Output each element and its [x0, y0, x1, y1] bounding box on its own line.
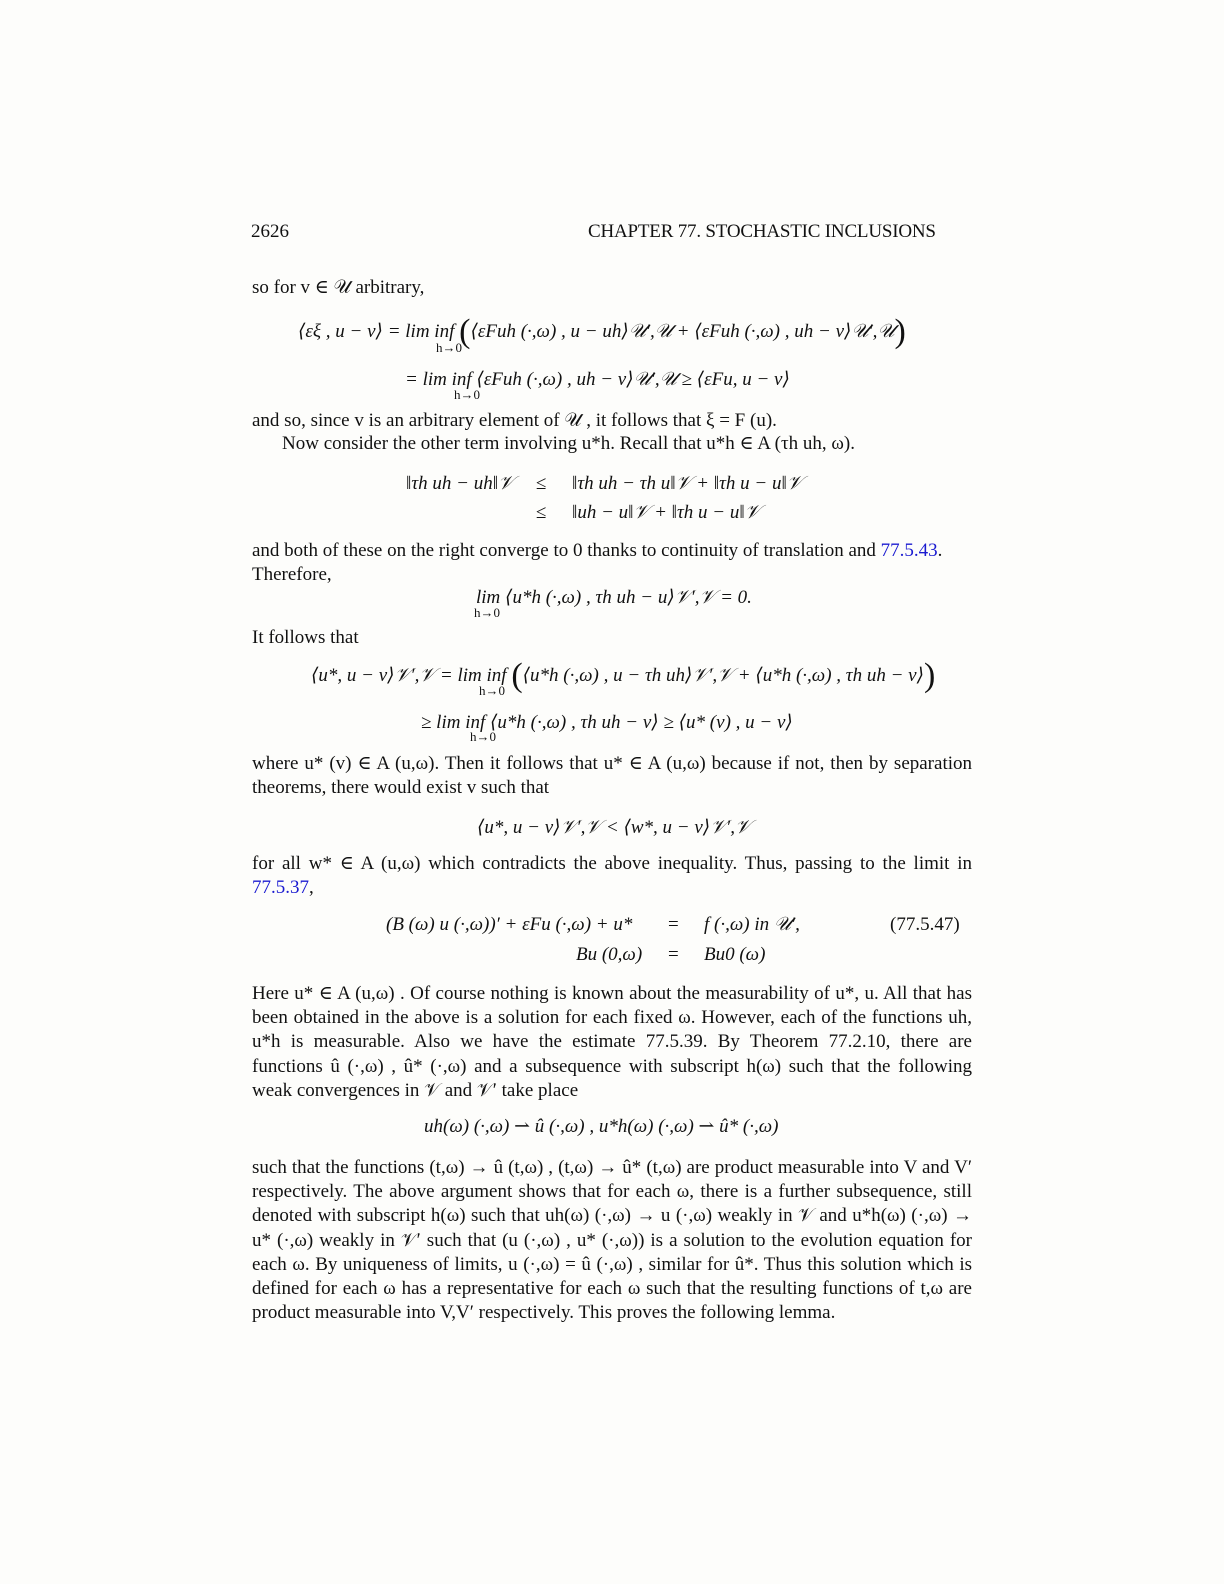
eq4-limit-subscript: h→0 — [474, 605, 500, 620]
eq2-text: = lim inf ⟨εFuh (·,ω) , uh − v⟩𝒰′,𝒰 ≥ ⟨εFu, u − v⟩ — [405, 369, 790, 390]
equation-weak-convergence — [424, 1115, 779, 1138]
eq8-equals-2: = — [668, 944, 679, 965]
eq3-rhs-2 — [572, 502, 761, 524]
eq6-text: ≥ lim inf ⟨u*h (·,ω) , τh uh − v⟩ ≥ ⟨u* (v) , u − v⟩ — [421, 712, 793, 733]
eq4-text: lim ⟨u*h (·,ω) , τh uh − u⟩𝒱′,𝒱 = 0. — [476, 587, 752, 608]
equation-label-77-5-47: (77.5.47) — [890, 914, 960, 935]
eq9-text: uh(ω) (·,ω) ⇀ û (·,ω) , u*h(ω) (·,ω) ⇀ û* (·,ω) — [424, 1116, 779, 1137]
p4-therefore: Therefore, — [252, 564, 332, 586]
eq8-r2-text: Bu0 (ω) — [704, 944, 766, 965]
equation-inequality — [477, 816, 751, 839]
eq3-lhs — [406, 473, 514, 495]
eq8-l2-text: Bu (0,ω) — [576, 944, 643, 965]
paragraph-it-follows: It follows that — [252, 627, 359, 648]
paragraph-converge: and both of these on the right converge to 0 thanks to continuity of translation and 77.5.43. Therefore, — [252, 540, 943, 586]
eq5-body: ⟨u*h (·,ω) , u − τh uh⟩𝒱′,𝒱 + ⟨u*h (·,ω) , τh uh − v⟩ — [522, 665, 924, 686]
eq5-open-paren: ( — [511, 657, 523, 694]
p4-text: and both of these on the right converge to 0 thanks to continuity of translation and — [252, 540, 881, 561]
eq8-equals-1: = — [668, 914, 679, 935]
eq3-rhs-1 — [572, 473, 803, 495]
eq3-rhs1-text: ‖τh uh − τh u‖𝒱 + ‖τh u − u‖𝒱 — [572, 473, 803, 494]
eq8-l1-text: (B (ω) u (·,ω))′ + εFu (·,ω) + u* — [386, 914, 633, 935]
paragraph-separation: where u* (v) ∈ A (u,ω). Then it follows that u* ∈ A (u,ω) because if not, then by separation theorems, there would exist v such that — [252, 753, 972, 799]
eq8-r1-text: f (·,ω) in 𝒰′, — [704, 914, 800, 935]
eq8-lhs-1 — [386, 914, 632, 936]
eq1-body: ⟨εFuh (·,ω) , u − uh⟩𝒰′,𝒰 + ⟨εFuh (·,ω) , uh − v⟩𝒰′,𝒰 — [470, 321, 895, 342]
paragraph-intro: so for v ∈ 𝒰 arbitrary, — [252, 277, 425, 298]
paragraph-other-term: Now consider the other term involving u*h. Recall that u*h ∈ A (τh uh, ω). — [282, 433, 855, 454]
paragraph-contradiction: for all w* ∈ A (u,ω) which contradicts the above inequality. Thus, passing to the limit in 77.5.37, — [252, 853, 972, 899]
running-header: CHAPTER 77. STOCHASTIC INCLUSIONS — [588, 221, 936, 242]
paragraph-product-measurable: such that the functions (t,ω) → û (t,ω) , (t,ω) → û* (t,ω) are product measurable into V and V′ respectively. The above argument shows that for each ω, there is a further subsequence, still denoted with subscript h(ω) such that uh(ω) (·,ω) → u (·,ω) weakly in 𝒱 and u*h(ω) (·,ω) → u* (·,ω) weakly in 𝒱′ such that (u (·,ω) , u* (·,ω)) is a solution to the evolution equation for each ω. By uniqueness of limits, u (·,ω) = û (·,ω) , similar for û*. Thus this solution which is defined for each ω has a representative for each ω such that the resulting functions of t,ω are product measurable into V,V′ respectively. This proves the following lemma. — [252, 1157, 972, 1324]
eq6-limit-subscript: h→0 — [470, 729, 496, 744]
eq3-rel-2: ≤ — [536, 502, 547, 523]
eq3-rhs2-text: ‖uh − u‖𝒱 + ‖τh u − u‖𝒱 — [572, 502, 761, 523]
eq2-limit-subscript: h→0 — [454, 387, 480, 402]
ref-77-5-43[interactable]: 77.5.43 — [880, 540, 938, 561]
paragraph-measurability: Here u* ∈ A (u,ω) . Of course nothing is known about the measurability of u*, u. All that has been obtained in the above is a solution for each fixed ω. However, each of the functions uh, u*h is measurable. Also we have the estimate 77.5.39. By Theorem 77.2.10, there are functions û (·,ω) , û* (·,ω) and a subsequence with subscript h(ω) such that the following weak convergences in 𝒱 and 𝒱′ take place — [252, 983, 972, 1101]
eq8-rhs-1 — [704, 914, 800, 936]
eq1-close-paren: ) — [894, 313, 906, 350]
page-number: 2626 — [251, 221, 289, 242]
eq5-limit-subscript: h→0 — [479, 683, 505, 698]
eq3-rel-1: ≤ — [536, 473, 547, 494]
p7-text: for all w* ∈ A (u,ω) which contradicts the above inequality. Thus, passing to the limit in — [252, 853, 972, 874]
equation-limit-zero — [476, 586, 752, 609]
ref-77-5-37[interactable]: 77.5.37 — [252, 877, 309, 899]
eq1-lhs: ⟨εξ , u − v⟩ = lim inf — [298, 321, 455, 342]
eq7-text: ⟨u*, u − v⟩𝒱′,𝒱 < ⟨w*, u − v⟩𝒱′,𝒱 — [477, 817, 751, 838]
eq5-lhs: ⟨u*, u − v⟩𝒱′,𝒱 = lim inf — [311, 665, 507, 686]
eq8-lhs-2 — [576, 944, 642, 966]
paragraph-xi-equals-F: and so, since v is an arbitrary element of 𝒰 , it follows that ξ = F (u). — [252, 410, 777, 431]
eq5-close-paren: ) — [924, 657, 936, 694]
eq1-open-paren: ( — [459, 313, 471, 350]
eq3-lhs-text: ‖τh uh − uh‖𝒱 — [406, 473, 514, 494]
eq1-limit-subscript: h→0 — [436, 340, 462, 355]
eq8-rhs-2 — [704, 944, 765, 966]
